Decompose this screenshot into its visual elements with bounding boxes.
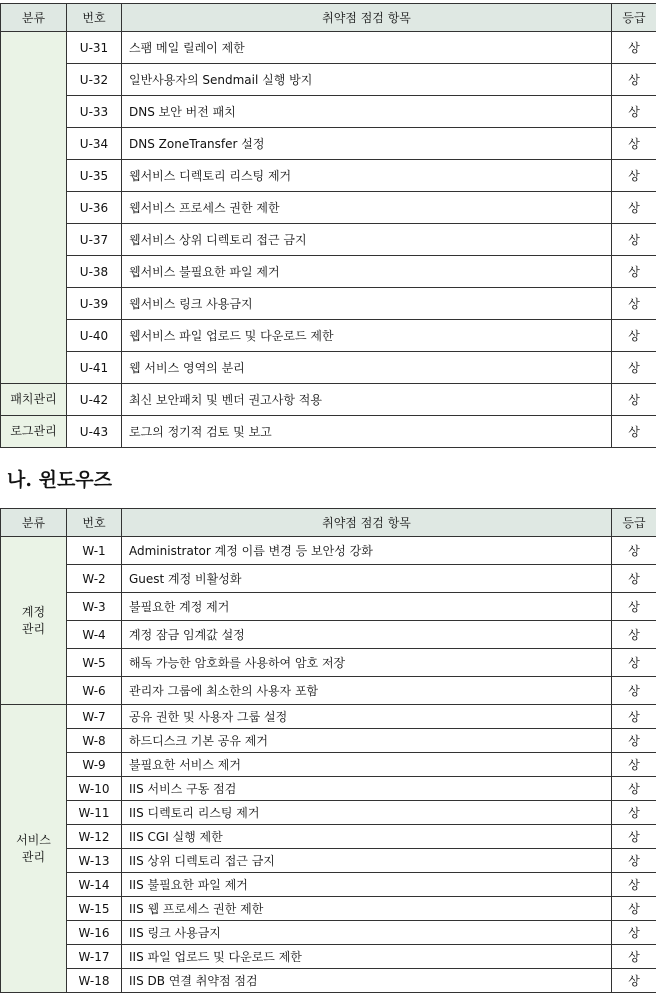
grade-cell: 상 [612, 677, 656, 705]
table-row [1, 288, 656, 320]
header-grade: 등급 [612, 509, 656, 537]
number-cell: W-7 [67, 705, 122, 729]
item-cell: 웹서비스 상위 디렉토리 접근 금지 [122, 224, 612, 256]
grade-cell: 상 [612, 192, 656, 224]
grade-cell: 상 [612, 969, 656, 993]
grade-cell: 상 [612, 873, 656, 897]
table-row [1, 32, 656, 64]
table-row [1, 621, 656, 649]
table-row [1, 801, 656, 825]
table-row [1, 649, 656, 677]
table-row [1, 160, 656, 192]
item-cell: IIS 서비스 구동 점검 [122, 777, 612, 801]
grade-cell: 상 [612, 288, 656, 320]
grade-cell: 상 [612, 352, 656, 384]
item-cell: 로그의 정기적 검토 및 보고 [122, 416, 612, 448]
grade-cell: 상 [612, 649, 656, 677]
item-cell: 최신 보안패치 및 벤더 권고사항 적용 [122, 384, 612, 416]
number-cell: U-39 [67, 288, 122, 320]
header-item: 취약점 점검 항목 [122, 4, 612, 32]
number-cell: W-16 [67, 921, 122, 945]
grade-cell: 상 [612, 96, 656, 128]
header-category: 분류 [1, 509, 67, 537]
item-cell: IIS 웹 프로세스 권한 제한 [122, 897, 612, 921]
grade-cell: 상 [612, 416, 656, 448]
item-cell: 관리자 그룹에 최소한의 사용자 포함 [122, 677, 612, 705]
item-cell: IIS DB 연결 취약점 점검 [122, 969, 612, 993]
header-number: 번호 [67, 4, 122, 32]
item-cell: DNS 보안 버전 패치 [122, 96, 612, 128]
grade-cell: 상 [612, 945, 656, 969]
grade-cell: 상 [612, 897, 656, 921]
item-cell: 불필요한 계정 제거 [122, 593, 612, 621]
table-row [1, 537, 656, 565]
number-cell: U-43 [67, 416, 122, 448]
table-row [1, 777, 656, 801]
number-cell: W-14 [67, 873, 122, 897]
item-cell: 웹서비스 프로세스 권한 제한 [122, 192, 612, 224]
item-cell: IIS 파일 업로드 및 다운로드 제한 [122, 945, 612, 969]
table-row [1, 320, 656, 352]
windows-checklist-table [0, 508, 656, 993]
grade-cell: 상 [612, 565, 656, 593]
table-row [1, 352, 656, 384]
category-cell: 계정 관리 [1, 537, 67, 705]
number-cell: U-32 [67, 64, 122, 96]
number-cell: W-1 [67, 537, 122, 565]
item-cell: 웹서비스 디렉토리 리스팅 제거 [122, 160, 612, 192]
header-grade: 등급 [612, 4, 656, 32]
table-row [1, 945, 656, 969]
item-cell: Guest 계정 비활성화 [122, 565, 612, 593]
number-cell: W-11 [67, 801, 122, 825]
table-row [1, 64, 656, 96]
table-row [1, 729, 656, 753]
section-title: 나. 윈도우즈 [7, 469, 112, 491]
table-row [1, 192, 656, 224]
number-cell: W-3 [67, 593, 122, 621]
item-cell: Administrator 계정 이름 변경 등 보안성 강화 [122, 537, 612, 565]
table-row [1, 224, 656, 256]
item-cell: 일반사용자의 Sendmail 실행 방지 [122, 64, 612, 96]
item-cell: IIS 디렉토리 리스팅 제거 [122, 801, 612, 825]
table-row [1, 416, 656, 448]
grade-cell: 상 [612, 801, 656, 825]
number-cell: W-10 [67, 777, 122, 801]
item-cell: 공유 권한 및 사용자 그룹 설정 [122, 705, 612, 729]
number-cell: W-13 [67, 849, 122, 873]
table-row [1, 256, 656, 288]
grade-cell: 상 [612, 621, 656, 649]
number-cell: U-38 [67, 256, 122, 288]
item-cell: 하드디스크 기본 공유 제거 [122, 729, 612, 753]
item-cell: 웹서비스 불필요한 파일 제거 [122, 256, 612, 288]
number-cell: U-40 [67, 320, 122, 352]
item-cell: 웹서비스 링크 사용금지 [122, 288, 612, 320]
number-cell: W-4 [67, 621, 122, 649]
number-cell: U-31 [67, 32, 122, 64]
number-cell: U-36 [67, 192, 122, 224]
table-row [1, 921, 656, 945]
table-row [1, 753, 656, 777]
number-cell: W-2 [67, 565, 122, 593]
table-row [1, 825, 656, 849]
category-cell: 패치관리 [1, 384, 67, 416]
table-row [1, 873, 656, 897]
table-row [1, 677, 656, 705]
unix-checklist-table [0, 3, 656, 448]
grade-cell: 상 [612, 128, 656, 160]
table-row [1, 705, 656, 729]
number-cell: U-34 [67, 128, 122, 160]
number-cell: W-9 [67, 753, 122, 777]
grade-cell: 상 [612, 384, 656, 416]
number-cell: W-15 [67, 897, 122, 921]
grade-cell: 상 [612, 64, 656, 96]
grade-cell: 상 [612, 921, 656, 945]
grade-cell: 상 [612, 160, 656, 192]
item-cell: IIS CGI 실행 제한 [122, 825, 612, 849]
number-cell: W-5 [67, 649, 122, 677]
table-row [1, 897, 656, 921]
grade-cell: 상 [612, 320, 656, 352]
grade-cell: 상 [612, 849, 656, 873]
item-cell: 웹 서비스 영역의 분리 [122, 352, 612, 384]
grade-cell: 상 [612, 593, 656, 621]
header-item: 취약점 점검 항목 [122, 509, 612, 537]
grade-cell: 상 [612, 537, 656, 565]
number-cell: W-8 [67, 729, 122, 753]
table-row [1, 849, 656, 873]
number-cell: W-12 [67, 825, 122, 849]
header-number: 번호 [67, 509, 122, 537]
table-row [1, 96, 656, 128]
table-row [1, 969, 656, 993]
grade-cell: 상 [612, 825, 656, 849]
category-cell: 서비스 관리 [1, 705, 67, 993]
number-cell: U-41 [67, 352, 122, 384]
category-cell [1, 32, 67, 384]
grade-cell: 상 [612, 705, 656, 729]
category-cell: 로그관리 [1, 416, 67, 448]
table-row [1, 384, 656, 416]
number-cell: W-17 [67, 945, 122, 969]
table-row [1, 128, 656, 160]
grade-cell: 상 [612, 753, 656, 777]
item-cell: IIS 상위 디렉토리 접근 금지 [122, 849, 612, 873]
item-cell: 웹서비스 파일 업로드 및 다운로드 제한 [122, 320, 612, 352]
grade-cell: 상 [612, 256, 656, 288]
item-cell: IIS 링크 사용금지 [122, 921, 612, 945]
table-row [1, 593, 656, 621]
header-category: 분류 [1, 4, 67, 32]
number-cell: W-18 [67, 969, 122, 993]
item-cell: 계정 잠금 임계값 설정 [122, 621, 612, 649]
item-cell: 스팸 메일 릴레이 제한 [122, 32, 612, 64]
grade-cell: 상 [612, 729, 656, 753]
item-cell: IIS 불필요한 파일 제거 [122, 873, 612, 897]
number-cell: U-42 [67, 384, 122, 416]
number-cell: U-37 [67, 224, 122, 256]
grade-cell: 상 [612, 224, 656, 256]
item-cell: 해독 가능한 암호화를 사용하여 암호 저장 [122, 649, 612, 677]
table-row [1, 565, 656, 593]
grade-cell: 상 [612, 777, 656, 801]
number-cell: U-33 [67, 96, 122, 128]
number-cell: W-6 [67, 677, 122, 705]
number-cell: U-35 [67, 160, 122, 192]
grade-cell: 상 [612, 32, 656, 64]
item-cell: 불필요한 서비스 제거 [122, 753, 612, 777]
item-cell: DNS ZoneTransfer 설정 [122, 128, 612, 160]
